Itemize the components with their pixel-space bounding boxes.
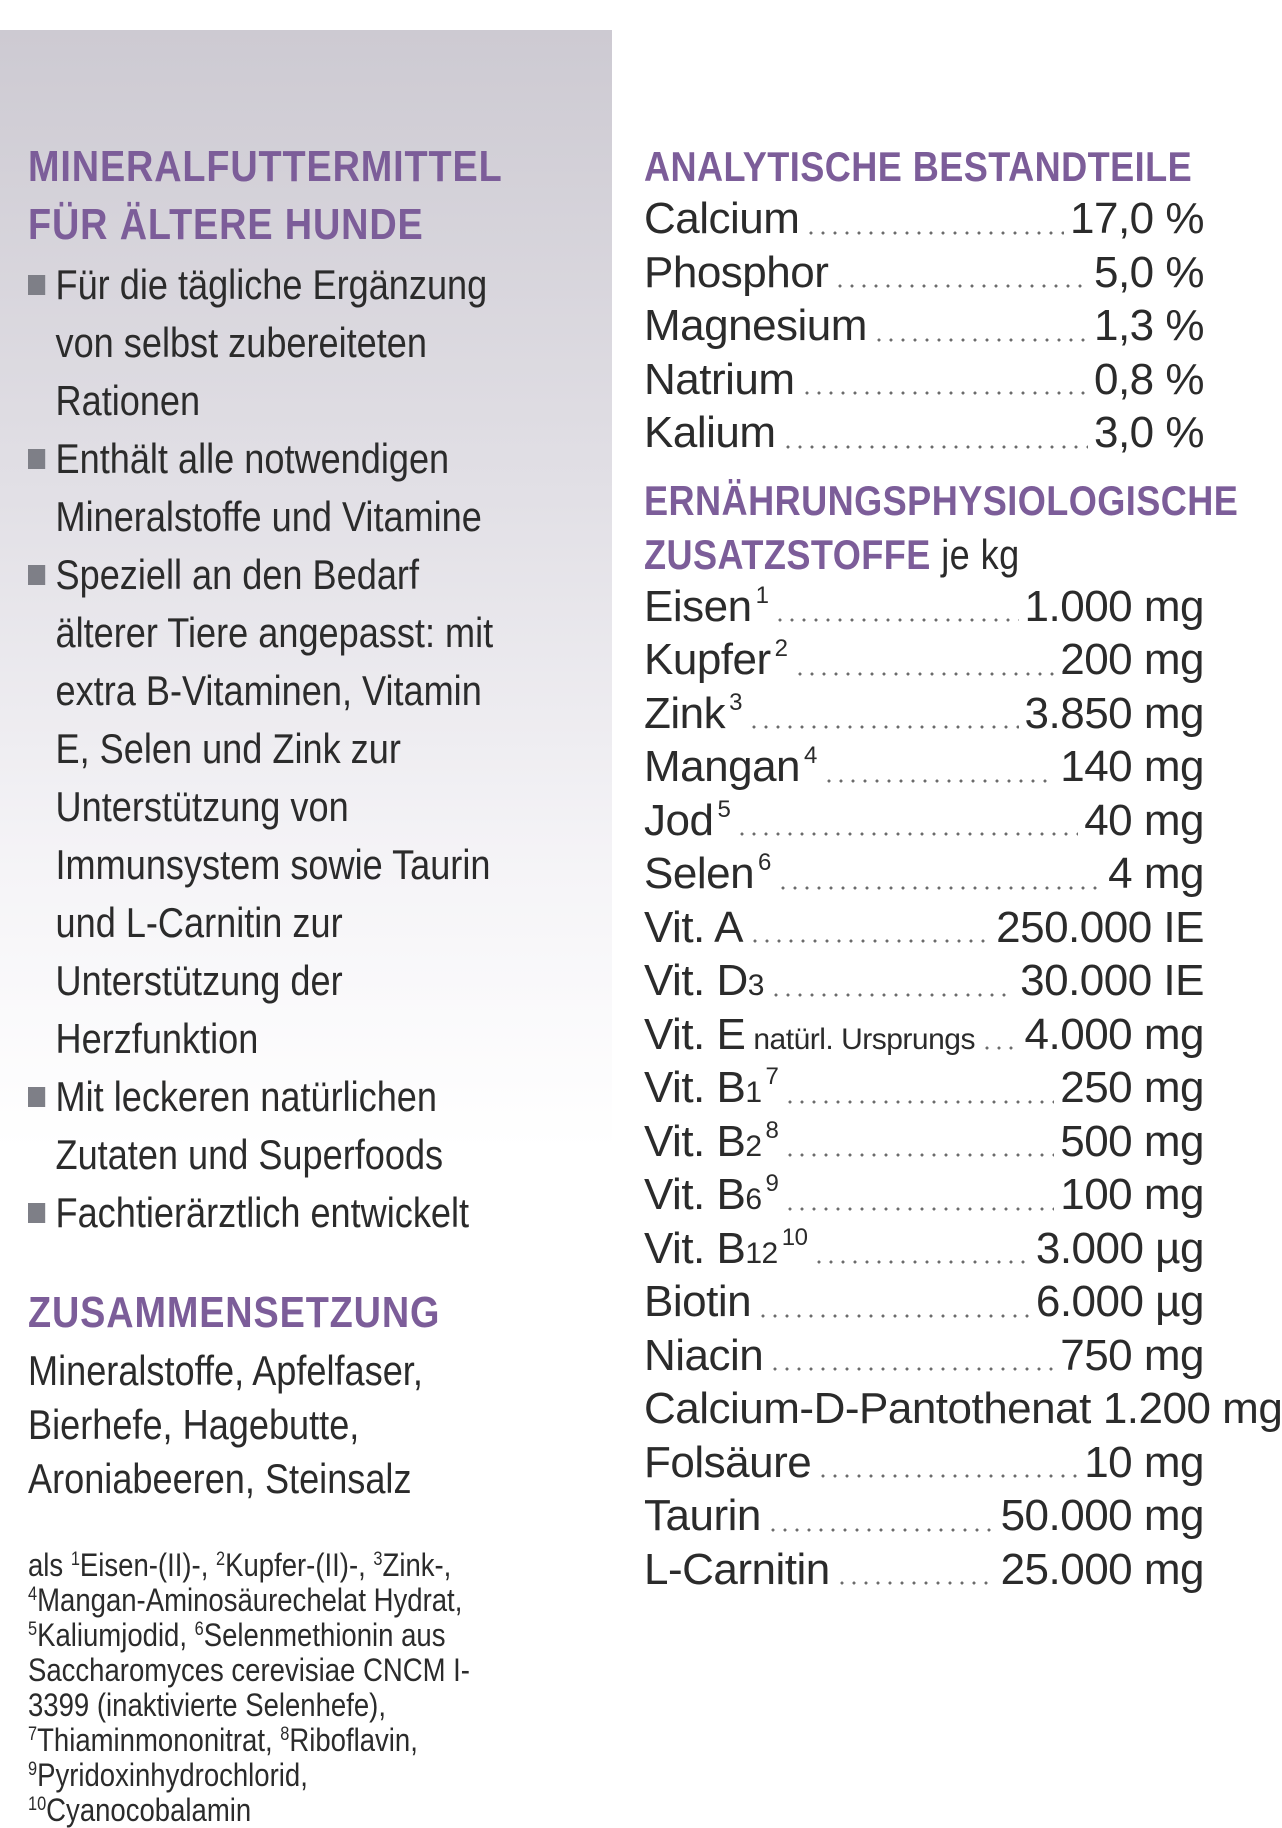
dot-leader [774, 618, 1018, 622]
row-value: 50.000 mg [1000, 1491, 1204, 1540]
table-row [644, 1491, 1204, 1545]
feature-text: Mit leckeren natürlichen Zutaten und Superfoods [55, 1073, 444, 1178]
dot-leader [794, 672, 1055, 676]
table-row [644, 1545, 1204, 1599]
row-label: Eisen $^1$ [644, 581, 769, 631]
row-label: Kupfer $^2$ [644, 635, 788, 684]
table-row [644, 1331, 1204, 1385]
table-row [644, 355, 1204, 409]
dot-leader [769, 1367, 1054, 1371]
dot-leader [817, 1474, 1078, 1478]
row-value: 200 mg [1060, 635, 1204, 684]
row-label: Vit. B2 $^8$ [644, 1116, 779, 1166]
dot-leader [757, 1314, 1030, 1318]
additives-table [644, 581, 1282, 1599]
dot-leader [873, 338, 1088, 342]
row-label: Vit. D3 [644, 956, 764, 1005]
row-value: 250 mg [1060, 1063, 1204, 1112]
analytical-table [644, 194, 1204, 462]
row-label: L-Carnitin [644, 1544, 830, 1594]
row-value: 750 mg [1060, 1330, 1204, 1380]
row-label: Niacin [644, 1330, 764, 1380]
row-label: Jod $^5$ [644, 795, 731, 845]
table-row [644, 1277, 1204, 1331]
row-label: Vit. B1 $^7$ [644, 1063, 779, 1112]
row-label: Calcium-D-Pantothenat [644, 1384, 1091, 1433]
table-row [644, 849, 1204, 903]
product-title [28, 138, 518, 254]
table-row [644, 1117, 1204, 1171]
table-row [644, 956, 1204, 1010]
row-label: Selen $^6$ [644, 849, 771, 898]
dot-leader [805, 231, 1064, 235]
dot-leader [813, 1260, 1029, 1264]
table-row [644, 582, 1204, 636]
table-row [644, 1224, 1204, 1278]
feature-item [28, 1184, 518, 1242]
row-label: Calcium [644, 194, 800, 243]
dot-leader [981, 1046, 1019, 1050]
product-title-line-1: MINERALFUTTERMITTEL [28, 142, 503, 191]
row-value: 1.000 mg [1024, 581, 1204, 631]
feature-list [28, 256, 518, 1242]
square-bullet-icon [28, 449, 45, 469]
dot-leader [834, 284, 1088, 288]
dot-leader [823, 779, 1054, 783]
row-value: 40 mg [1084, 795, 1204, 845]
row-value: 30.000 IE [1020, 956, 1204, 1005]
table-row [644, 796, 1204, 850]
composition-heading: ZUSAMMENSETZUNG [28, 1288, 441, 1337]
dot-leader [784, 1153, 1054, 1157]
dot-leader [748, 725, 1019, 729]
product-title-line-2: FÜR ÄLTERE HUNDE [28, 200, 424, 249]
additives-heading [644, 474, 1239, 582]
additives-heading-line-1: ERNÄHRUNGSPHYSIOLOGISCHE [644, 476, 1239, 524]
row-value: 100 mg [1060, 1170, 1204, 1219]
square-bullet-icon [28, 275, 45, 295]
table-row [644, 301, 1204, 355]
row-label: Folsäure [644, 1437, 812, 1487]
table-row [644, 194, 1204, 248]
row-value: 6.000 µg [1035, 1277, 1204, 1326]
additives-heading-line-2: ZUSATZSTOFFE je kg [644, 530, 1020, 578]
row-label: Magnesium [644, 301, 867, 350]
left-column [28, 138, 518, 1828]
dot-leader [784, 1207, 1054, 1211]
row-label: Vit. A [644, 902, 743, 952]
table-row [644, 1063, 1204, 1117]
dot-leader [836, 1581, 995, 1585]
dot-leader [749, 939, 990, 943]
table-row [644, 742, 1204, 796]
row-value: 140 mg [1060, 742, 1204, 791]
row-value: 1,3 % [1093, 301, 1204, 350]
row-label: Kalium [644, 408, 776, 457]
dot-leader [736, 832, 1078, 836]
table-row [644, 689, 1204, 743]
square-bullet-icon [28, 565, 45, 585]
row-label: Natrium [644, 354, 795, 404]
row-value: 4 mg [1108, 849, 1204, 898]
row-label: Vit. B12 $^{10}$ [644, 1223, 808, 1273]
footnote: als $^1$Eisen-(II)-, $^2$Kupfer-(II)-, $^3$Zink-, $^4$Mangan-Aminosäurechelat Hydrat, $^5$Kaliumjodid, $^6$Selenmethionin aus Saccharomyces cerevisiae CNCM I-3399 (inaktivierte Selenhefe), $^7$Thiaminmononitrat, $^8$Riboflavin, $^9$Pyridoxinhydrochlorid, $^{10}$Cyanocobalamin [28, 1547, 470, 1828]
row-value: 0,8 % [1093, 354, 1204, 404]
row-value: 3.850 mg [1024, 688, 1204, 738]
row-value: 250.000 IE [996, 902, 1204, 952]
row-value: 10 mg [1084, 1437, 1204, 1487]
row-label: Zink $^3$ [644, 688, 742, 738]
feature-text: Enthält alle notwendigen Mineralstoffe und Vitamine [55, 435, 482, 540]
row-value: 500 mg [1060, 1116, 1204, 1166]
dot-leader [784, 1100, 1054, 1104]
table-row [644, 248, 1204, 302]
dot-leader [777, 886, 1102, 890]
feature-item [28, 546, 518, 1068]
dot-leader [801, 391, 1088, 395]
square-bullet-icon [28, 1087, 45, 1107]
row-value: 17,0 % [1070, 194, 1204, 243]
row-label: Mangan $^4$ [644, 742, 817, 791]
row-label: Biotin [644, 1277, 752, 1326]
composition-text: Mineralstoffe, Apfelfaser, Bierhefe, Hagebutte, Aroniabeeren, Steinsalz [28, 1347, 423, 1502]
row-value: 4.000 mg [1024, 1009, 1204, 1059]
table-row [644, 408, 1204, 462]
dot-leader [782, 445, 1088, 449]
row-label: Vit. B6 $^9$ [644, 1170, 779, 1219]
row-label: Vit. E natürl. Ursprungs [644, 1009, 975, 1059]
row-value: 5,0 % [1093, 247, 1204, 297]
feature-item [28, 430, 518, 546]
table-row [644, 1384, 1282, 1438]
row-value: 25.000 mg [1000, 1544, 1204, 1594]
dot-leader [770, 993, 1014, 997]
feature-item [28, 1068, 518, 1184]
table-row [644, 635, 1204, 689]
table-row [644, 1170, 1204, 1224]
table-row [644, 1010, 1204, 1064]
table-row [644, 903, 1204, 957]
feature-text: Speziell an den Bedarf älterer Tiere angepasst: mit extra B-Vitaminen, Vitamin E, Selen und Zink zur Unterstützung von Immunsystem sowie Taurin und L-Carnitin zur Unterstützung der Herzfunktion [55, 551, 494, 1062]
feature-text: Für die tägliche Ergänzung von selbst zubereiteten Rationen [55, 261, 488, 424]
row-value: 3,0 % [1093, 408, 1204, 457]
analytical-heading: ANALYTISCHE BESTANDTEILE [644, 143, 1193, 190]
row-value: 3.000 µg [1035, 1223, 1204, 1273]
row-value: 1.200 mg [1102, 1384, 1282, 1433]
right-column [644, 140, 1282, 1598]
feature-text: Fachtierärztlich entwickelt [55, 1189, 470, 1236]
feature-item [28, 256, 518, 430]
row-label: Phosphor [644, 247, 829, 297]
table-row [644, 1438, 1204, 1492]
dot-leader [767, 1528, 995, 1532]
row-label: Taurin [644, 1491, 761, 1540]
per-kg-label: je kg [930, 530, 1020, 578]
square-bullet-icon [28, 1203, 45, 1223]
